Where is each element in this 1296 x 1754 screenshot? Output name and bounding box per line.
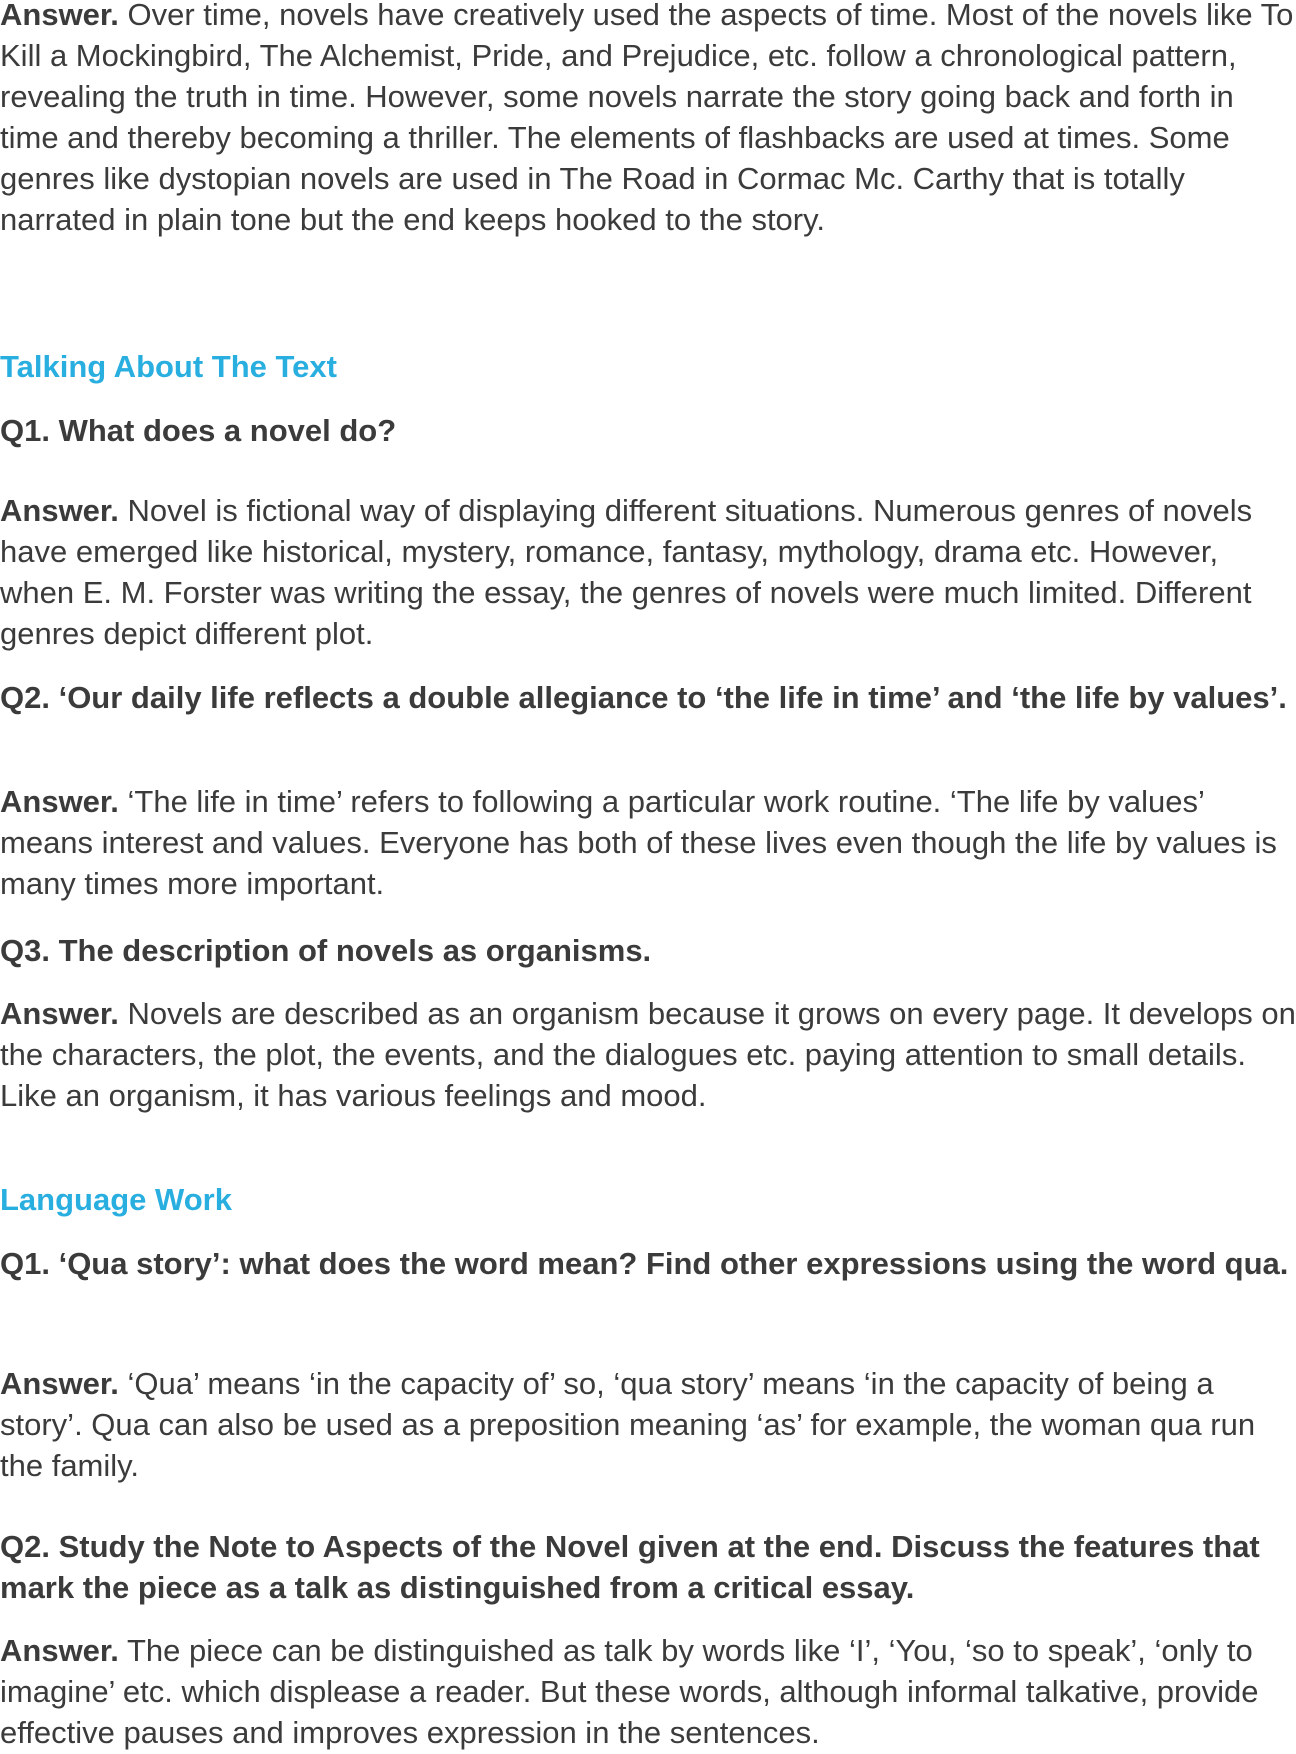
answer-text: Novels are described as an organism because it grows on every page. It develops on the characters, the plot, the events, and the dialogues etc. paying attention to small details. Like an organism, it has various feelings and mood. — [0, 996, 1296, 1113]
question-heading: Q3. The description of novels as organisms. — [0, 933, 652, 968]
question-heading: Q2. ‘Our daily life reflects a double allegiance to ‘the life in time’ and ‘the life by values’. — [0, 680, 1287, 715]
answer-paragraph — [0, 1363, 1296, 1486]
section-heading-language-work: Language Work — [0, 1182, 232, 1217]
answer-text: The piece can be distinguished as talk by words like ‘I’, ‘You, ‘so to speak’, ‘only to imagine’ etc. which displease a reader. But these words, although informal talkative, provide effective pauses and improves expression in the sentences. — [0, 1633, 1259, 1750]
answer-text: ‘The life in time’ refers to following a particular work routine. ‘The life by values’ means interest and values. Everyone has both of these lives even though the life by values is many times more important. — [0, 784, 1277, 901]
question-heading: Q1. What does a novel do? — [0, 413, 397, 448]
answer-paragraph — [0, 781, 1296, 904]
answer-label: Answer. — [0, 996, 119, 1031]
answer-paragraph — [0, 0, 1296, 240]
answer-text: ‘Qua’ means ‘in the capacity of’ so, ‘qua story’ means ‘in the capacity of being a story’. Qua can also be used as a preposition meaning ‘as’ for example, the woman qua run the family. — [0, 1366, 1256, 1483]
answer-paragraph — [0, 993, 1296, 1116]
section-heading-talking-about-the-text: Talking About The Text — [0, 349, 337, 384]
answer-label: Answer. — [0, 493, 119, 528]
answer-paragraph — [0, 1630, 1296, 1753]
question-heading: Q1. ‘Qua story’: what does the word mean? Find other expressions using the word qua. — [0, 1246, 1289, 1281]
answer-text: Over time, novels have creatively used the aspects of time. Most of the novels like To Kill a Mockingbird, The Alchemist, Pride, and Prejudice, etc. follow a chronological pattern, revealing the truth in time. However, some novels narrate the story going back and forth in time and thereby becoming a thriller. The elements of flashbacks are used at times. Some genres like dystopian novels are used in The Road in Cormac Mc. Carthy that is totally narrated in plain tone but the end keeps hooked to the story. — [0, 0, 1294, 237]
answer-label: Answer. — [0, 784, 119, 819]
answer-label: Answer. — [0, 1633, 119, 1668]
answer-label: Answer. — [0, 1366, 119, 1401]
question-heading: Q2. Study the Note to Aspects of the Novel given at the end. Discuss the features that mark the piece as a talk as distinguished from a critical essay. — [0, 1529, 1260, 1605]
answer-text: Novel is fictional way of displaying different situations. Numerous genres of novels have emerged like historical, mystery, romance, fantasy, mythology, drama etc. However, when E. M. Forster was writing the essay, the genres of novels were much limited. Different genres depict different plot. — [0, 493, 1253, 651]
answer-label: Answer. — [0, 0, 119, 32]
answer-paragraph — [0, 490, 1296, 654]
